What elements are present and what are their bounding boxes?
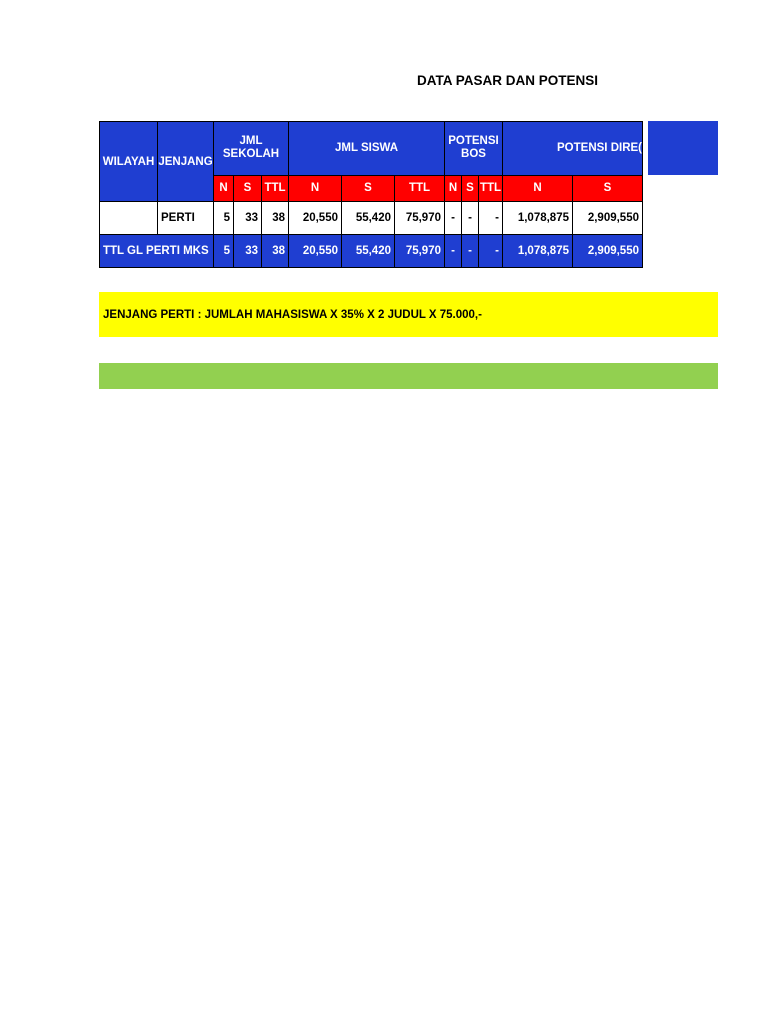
sub-direct-s: S — [573, 175, 643, 201]
green-banner — [99, 363, 718, 389]
header-jml-siswa: JML SISWA — [289, 122, 445, 176]
sub-sekolah-ttl: TTL — [262, 175, 289, 201]
sub-siswa-s: S — [342, 175, 395, 201]
sub-siswa-ttl: TTL — [395, 175, 445, 201]
total-bos-ttl: - — [479, 235, 503, 268]
cell-siswa-n: 20,550 — [289, 202, 342, 235]
total-sekolah-n: 5 — [214, 235, 234, 268]
header-potensi-bos: POTENSI BOS — [445, 122, 503, 176]
cell-sekolah-s: 33 — [234, 202, 262, 235]
page-title: DATA PASAR DAN POTENSI — [417, 73, 599, 88]
sub-bos-s: S — [462, 175, 479, 201]
sub-sekolah-n: N — [214, 175, 234, 201]
total-siswa-n: 20,550 — [289, 235, 342, 268]
sub-bos-ttl: TTL — [479, 175, 503, 201]
total-siswa-s: 55,420 — [342, 235, 395, 268]
cell-sekolah-ttl: 38 — [262, 202, 289, 235]
formula-note — [99, 292, 718, 337]
total-sekolah-ttl: 38 — [262, 235, 289, 268]
header-jenjang: JENJANG — [158, 122, 214, 202]
cell-jenjang: PERTI — [158, 202, 214, 235]
cell-siswa-ttl: 75,970 — [395, 202, 445, 235]
formula-note-text: JENJANG PERTI : JUMLAH MAHASISWA X 35% X 2 JUDUL X 75.000,- — [103, 308, 482, 321]
total-bos-s: - — [462, 235, 479, 268]
header-extension — [648, 121, 718, 175]
cell-wilayah — [100, 202, 158, 235]
cell-bos-ttl: - — [479, 202, 503, 235]
total-direct-s: 2,909,550 — [573, 235, 643, 268]
sub-sekolah-s: S — [234, 175, 262, 201]
cell-sekolah-n: 5 — [214, 202, 234, 235]
sub-direct-n: N — [503, 175, 573, 201]
table-total-row — [100, 235, 643, 268]
cell-direct-s: 2,909,550 — [573, 202, 643, 235]
total-siswa-ttl: 75,970 — [395, 235, 445, 268]
sub-siswa-n: N — [289, 175, 342, 201]
data-table-container — [99, 121, 643, 268]
total-label: TTL GL PERTI MKS — [100, 235, 214, 268]
cell-bos-s: - — [462, 202, 479, 235]
total-sekolah-s: 33 — [234, 235, 262, 268]
market-potential-table — [99, 121, 643, 268]
cell-bos-n: - — [445, 202, 462, 235]
header-jml-sekolah: JML SEKOLAH — [214, 122, 289, 176]
total-direct-n: 1,078,875 — [503, 235, 573, 268]
total-bos-n: - — [445, 235, 462, 268]
sub-bos-n: N — [445, 175, 462, 201]
cell-siswa-s: 55,420 — [342, 202, 395, 235]
table-row — [100, 202, 643, 235]
header-wilayah: WILAYAH — [100, 122, 158, 202]
header-potensi-direct: POTENSI DIRE( — [503, 122, 643, 176]
cell-direct-n: 1,078,875 — [503, 202, 573, 235]
